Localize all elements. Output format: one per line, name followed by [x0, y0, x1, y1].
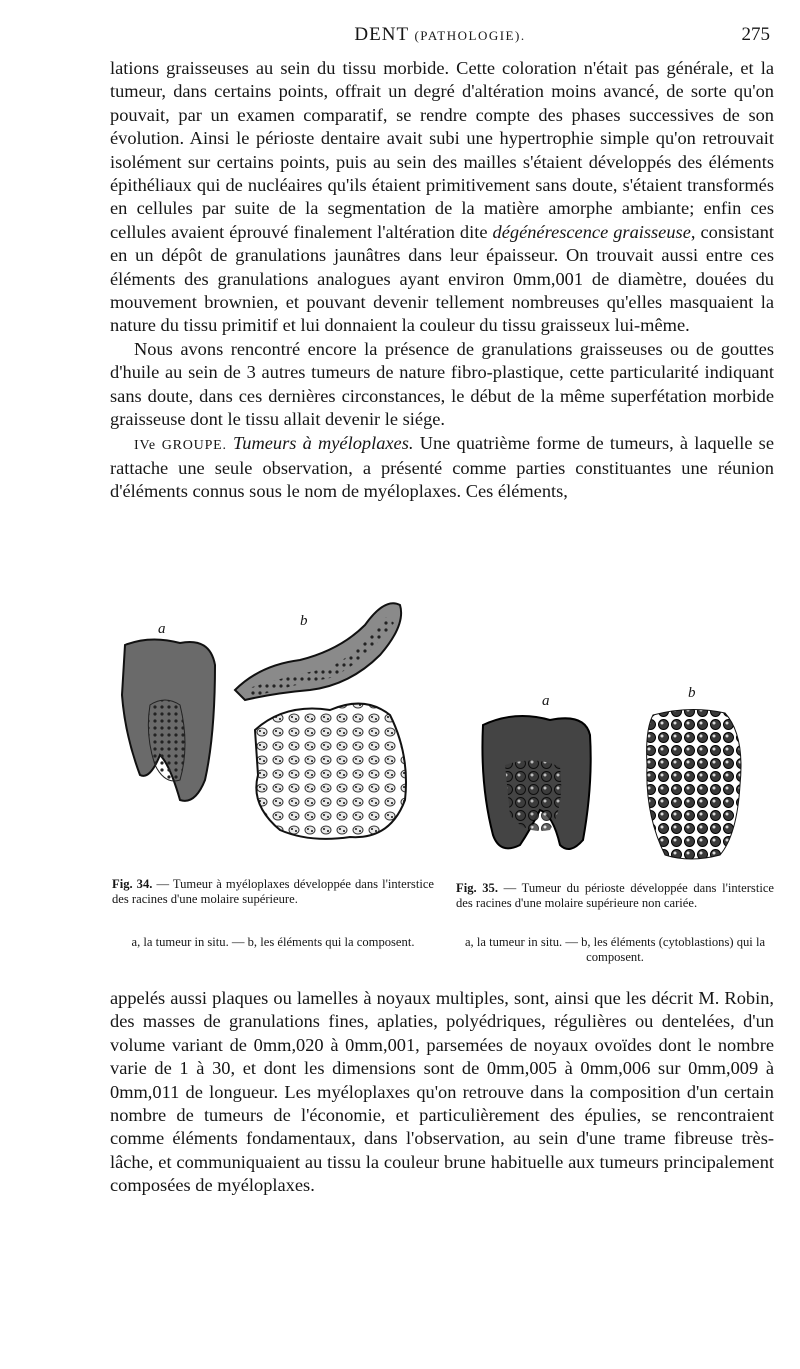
fig34-caption: [112, 877, 434, 906]
paragraph-1-text: lations graisseuses au sein du tissu morbide. Cette coloration n'était pas générale, et la tumeur, dans certains points, offrait un degré d'altération moins avancé, de sorte qu'on pouvait, par un examen comparatif, se rendre compte des phases successives de son évolution. Ainsi le périoste dentaire avait subi une hypertrophie simple qu'on retrouvait isolément sur certains points, puis au sein des mailles s'étaient développés des éléments épithéliaux qui de nucléaires qu'ils étaient primitivement sans doute, s'étaient transformés en cellules par suite de la segmentation de la matière amorphe ambiante; enfin ces cellules avaient éprouvé finalement l'altération dite: [110, 58, 774, 242]
fig35-caption-number: Fig. 35.: [456, 881, 499, 895]
text-after-figures: [110, 987, 774, 1198]
running-title-sub: (PATHOLOGIE).: [414, 28, 526, 43]
paragraph-2: Nous avons rencontré encore la présence de granulations graisseuses ou de gouttes d'huile au sein de 3 autres tumeurs de nature fibro-plastique, cette particularité indiquant sans doute, dans ces dernières circonstances, le début de la même superfétation morbide graisseuse dont le tissu allait devenir le siége.: [110, 338, 774, 430]
fig35-label-b: b: [688, 685, 696, 701]
page-number: 275: [741, 24, 770, 45]
fig35-label-a: a: [542, 693, 550, 709]
fig34-label-a: a: [158, 621, 166, 637]
paragraph-3: [110, 432, 774, 504]
paragraph-3-text: Une quatrième forme de tumeurs, à laquelle se rattache une seule observation, a présenté comme parties constituantes une réunion d'éléments connus sous le nom de myéloplaxes. Ces éléments,: [110, 432, 774, 502]
group-heading: IVe GROUPE.: [134, 437, 227, 453]
fig34-legend: a, la tumeur in situ. — b, les éléments qui la composent.: [131, 935, 415, 949]
paragraph-4: appelés aussi plaques ou lamelles à noyaux multiples, sont, ainsi que les décrit M. Robin, des masses de granulations fines, aplaties, polyédriques, régulières ou dentelées, d'un volume variant de 0mm,020 à 0mm,001, parsemées de noyaux ovoïdes dont le nombre varie de 1 à 30, et dont les dimensions sont de 0mm,005 à 0mm,006 sur 0mm,009 à 0mm,011 de longueur. Les myéloplaxes qu'on retrouve dans la composition d'un certain nombre de tumeurs de l'économie, et particulièrement des épulies, se rencontraient comme éléments fondamentaux, dans l'observation, au sein d'une trame fibreuse très-lâche, et communiquaient au tissu la couleur brune habituelle aux tumeurs principalement composées de myéloplaxes.: [110, 988, 774, 1196]
fig34-label-b: b: [300, 613, 308, 629]
paragraph-1-end: , consistant en un dépôt de granulations jaunâtres dans leur épaisseur. On trouvait aussi entre ces éléments des granulations analogues ayant environ 0mm,001 de diamètre, douées du mouvement brownien, et pouvant devenir tellement nombreuses qu'elles masquaient la nature du tissu primitif et lui donnaient la couleur du tissu graisseux lui-même.: [110, 221, 775, 336]
fig34-caption-number: Fig. 34.: [112, 877, 153, 891]
running-title-main: DENT: [354, 24, 409, 45]
paragraph-1-italic: dégénérescence graisseuse: [492, 221, 691, 242]
fig34-illustration: [110, 585, 440, 845]
fig34-caption-text: — Tumeur à myéloplaxes développée dans l'interstice des racines d'une molaire supérieure.: [112, 877, 435, 906]
page-header: [110, 24, 770, 54]
fig35-legend: a, la tumeur in situ. — b, les éléments (cytoblastions) qui la composent.: [464, 935, 766, 964]
group-title: Tumeurs à myéloplaxes.: [233, 432, 414, 453]
fig35-illustration: [475, 705, 795, 865]
running-title: [110, 24, 770, 46]
fig35-caption: [456, 881, 774, 910]
fig35-caption-text: — Tumeur du périoste développée dans l'interstice des racines d'une molaire supérieure non cariée.: [456, 881, 775, 910]
text-before-figures: [110, 57, 774, 504]
figures-block: [110, 585, 784, 980]
paragraph-1: [110, 57, 774, 338]
